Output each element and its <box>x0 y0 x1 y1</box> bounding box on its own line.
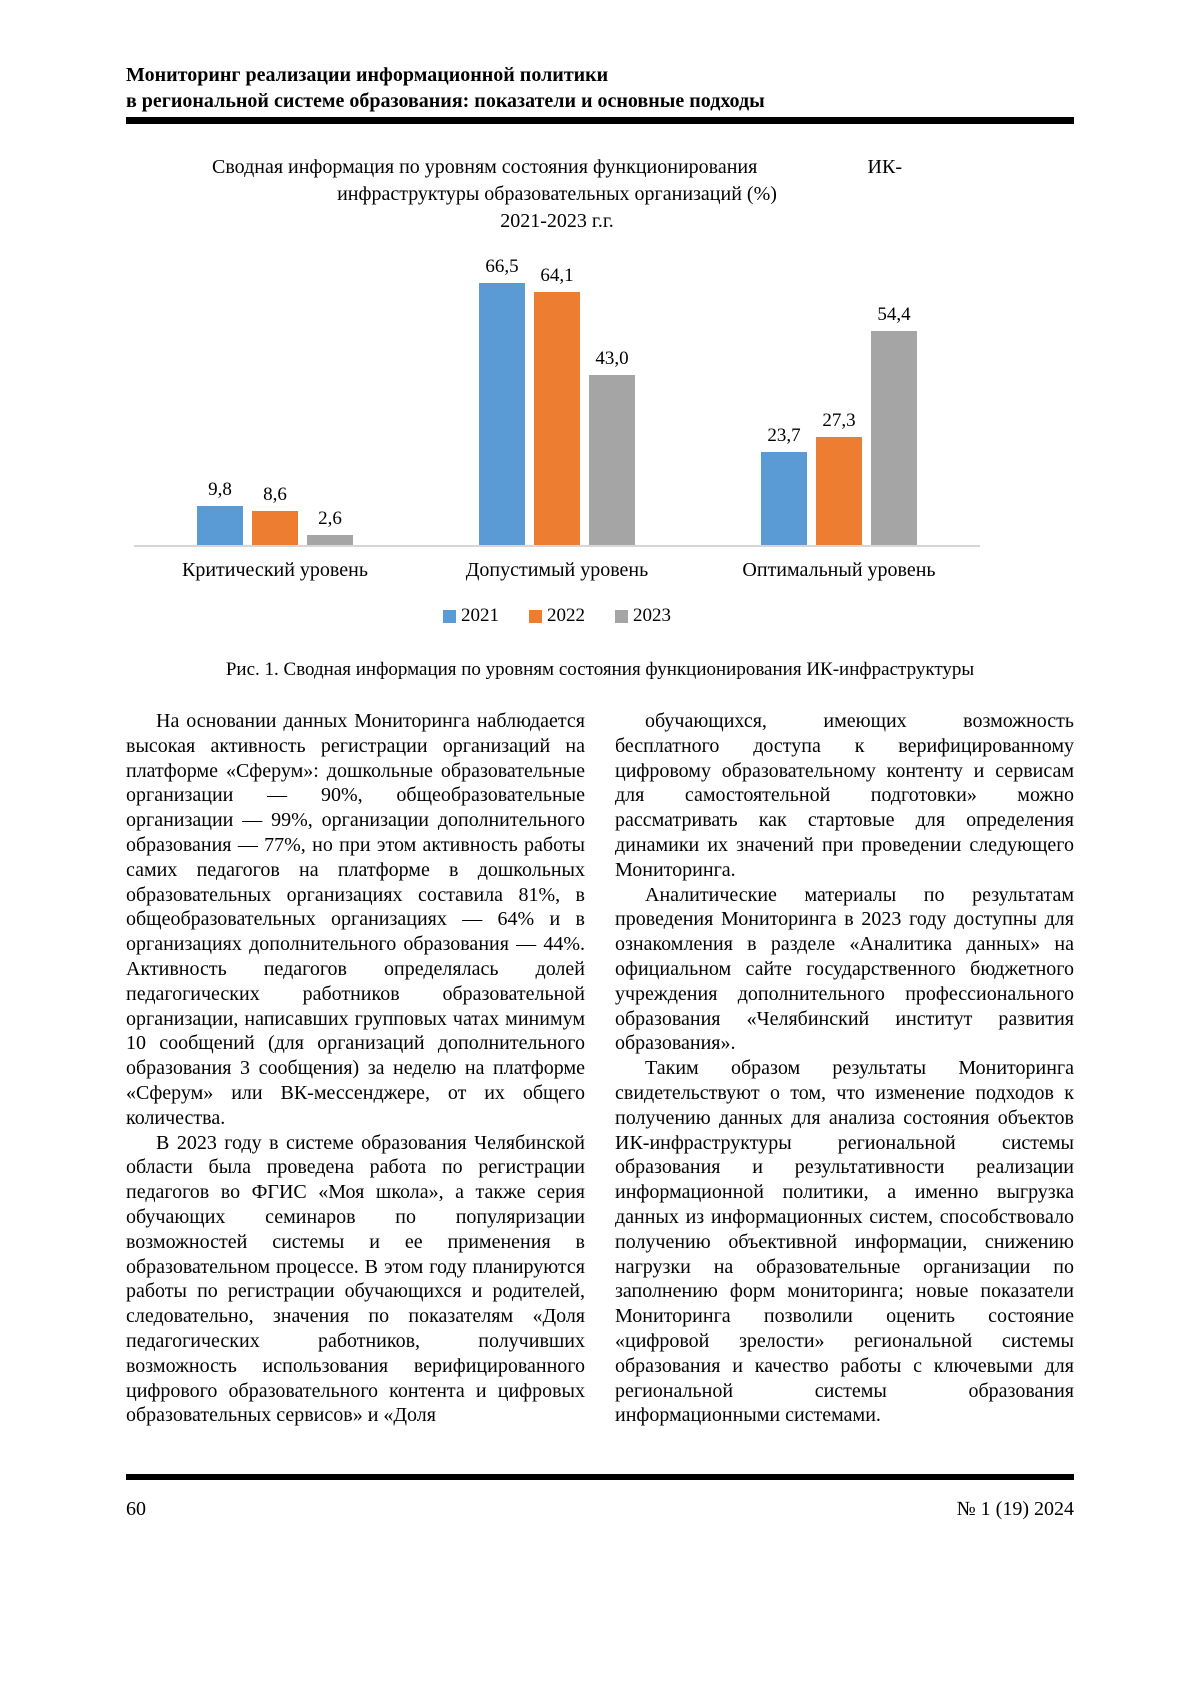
legend-swatch-icon <box>529 610 542 623</box>
legend-label: 2022 <box>547 605 585 626</box>
chart-title-line1-left: Сводная информация по уровням состояния функционирования <box>212 156 758 178</box>
bar-rect <box>197 506 243 545</box>
bar-value-label: 9,8 <box>208 479 232 500</box>
bar <box>534 264 580 545</box>
bar-group <box>416 255 698 545</box>
bar-value-label: 27,3 <box>822 410 856 431</box>
running-head-line1: Мониторинг реализации информационной политики <box>126 64 609 86</box>
left-column <box>126 709 585 1428</box>
right-column <box>615 709 1074 1428</box>
bar-rect <box>534 292 580 545</box>
issue-number: № 1 (19) 2024 <box>956 1498 1074 1521</box>
bar-rect <box>761 452 807 545</box>
body-text <box>126 709 1074 1428</box>
chart-title <box>212 154 902 235</box>
footer-rule <box>126 1474 1074 1480</box>
bar-value-label: 64,1 <box>540 265 574 286</box>
paragraph: Аналитические материалы по результатам проведения Мониторинга в 2023 году доступны для ознакомления в разделе «Аналитика данных» на официальном сайте государственного бюджетного учреждения дополнительного профессионального образования «Челябинский институт развития образования». <box>615 883 1074 1055</box>
category-label: Допустимый уровень <box>465 559 649 581</box>
bar <box>871 303 917 545</box>
bar <box>589 347 635 545</box>
bar-rect <box>252 511 298 545</box>
bar <box>197 478 243 545</box>
bar-value-label: 2,6 <box>318 508 342 529</box>
bar-value-label: 8,6 <box>263 484 287 505</box>
bar-value-label: 43,0 <box>595 348 629 369</box>
chart-category-axis <box>134 557 980 583</box>
category-label: Оптимальный уровень <box>742 559 936 581</box>
header-rule <box>126 117 1074 124</box>
paragraph: обучающихся, имеющих возможность бесплатного доступа к верифицированному цифровому образовательному контенту и сервисам для самостоятельной подготовки» можно рассматривать как стартовые для определения динамики их значений при проведении следующего Мониторинга. <box>615 710 1074 881</box>
bar-rect <box>871 331 917 545</box>
running-head <box>126 62 1074 114</box>
chart-title-line1 <box>212 154 902 181</box>
legend-label: 2023 <box>633 605 671 626</box>
legend-item <box>443 605 499 627</box>
running-head-line2: в региональной системе образования: показатели и основные подходы <box>126 90 765 112</box>
legend-label: 2021 <box>461 605 499 626</box>
chart-baseline <box>134 545 980 547</box>
bar-group <box>134 478 416 545</box>
bar <box>479 255 525 545</box>
bar-value-label: 54,4 <box>877 304 911 325</box>
page-content <box>126 0 1074 1522</box>
bar-value-label: 23,7 <box>767 425 801 446</box>
legend-item <box>529 605 585 627</box>
bar-rect <box>307 535 353 545</box>
chart-title-line1-right: ИК- <box>867 156 902 178</box>
footer <box>126 1496 1074 1522</box>
paragraph: В 2023 году в системе образования Челябинской области была проведена работа по регистрации педагогов во ФГИС «Моя школа», а также серия обучающих семинаров по популяризации возможностей системы и ее применения в образовательном процессе. В этом году планируются работы по регистрации обучающихся и родителей, следовательно, значения по показателям «Доля педагогических работников, получивших возможность использования верифицированного цифрового образовательного контента и цифровых образовательных сервисов» и «Доля <box>126 1131 585 1427</box>
bar-rect <box>589 375 635 545</box>
bar <box>761 424 807 545</box>
bar <box>307 507 353 545</box>
bar-group <box>698 303 980 545</box>
figure-chart <box>134 154 980 627</box>
chart-legend <box>134 605 980 627</box>
bar <box>816 409 862 545</box>
paragraph: На основании данных Мониторинга наблюдается высокая активность регистрации организаций на платформе «Сферум»: дошкольные образовательные организации — 90%, общеобразовательные организации — 99%, организации дополнительного образования — 77%, но при этом активность работы самих педагогов на платформе в дошкольных образовательных организациях составила 81%, в общеобразовательных организациях — 64% и в организациях дополнительного образования — 44%. Активность педагогов определялась долей педагогических работников образовательной организации, написавших групповых чатах минимум 10 сообщений (для организаций дополнительного образования 3 сообщения) за неделю на платформе «Сферум» или ВК-мессенджере, от их общего количества. <box>126 710 585 1129</box>
legend-item <box>615 605 671 627</box>
page-number: 60 <box>126 1498 146 1521</box>
category-label: Критический уровень <box>182 559 368 581</box>
figure-caption: Рис. 1. Сводная информация по уровням состояния функционирования ИК-инфраструктуры <box>225 659 975 680</box>
paragraph: Таким образом результаты Мониторинга свидетельствуют о том, что изменение подходов к получению данных для анализа состояния объектов ИК-инфраструктуры региональной системы образования и результативности реализации информационной политики, а именно выгрузка данных из информационных систем, способствовало получению объективной информации, снижению нагрузки на образовательные организации по заполнению форм мониторинга; новые показатели Мониторинга позволили оценить состояние «цифровой зрелости» региональной системы образования и качество работы с ключевыми для региональной системы образования информационными системами. <box>615 1057 1074 1427</box>
bar <box>252 483 298 545</box>
legend-swatch-icon <box>443 610 456 623</box>
chart-plot <box>134 249 980 545</box>
bar-rect <box>479 283 525 545</box>
legend-swatch-icon <box>615 610 628 623</box>
chart-title-line3: 2021-2023 г.г. <box>500 210 614 232</box>
chart-title-line2: инфраструктуры образовательных организаций (%) <box>337 183 777 205</box>
bar-rect <box>816 437 862 545</box>
bar-value-label: 66,5 <box>485 256 519 277</box>
